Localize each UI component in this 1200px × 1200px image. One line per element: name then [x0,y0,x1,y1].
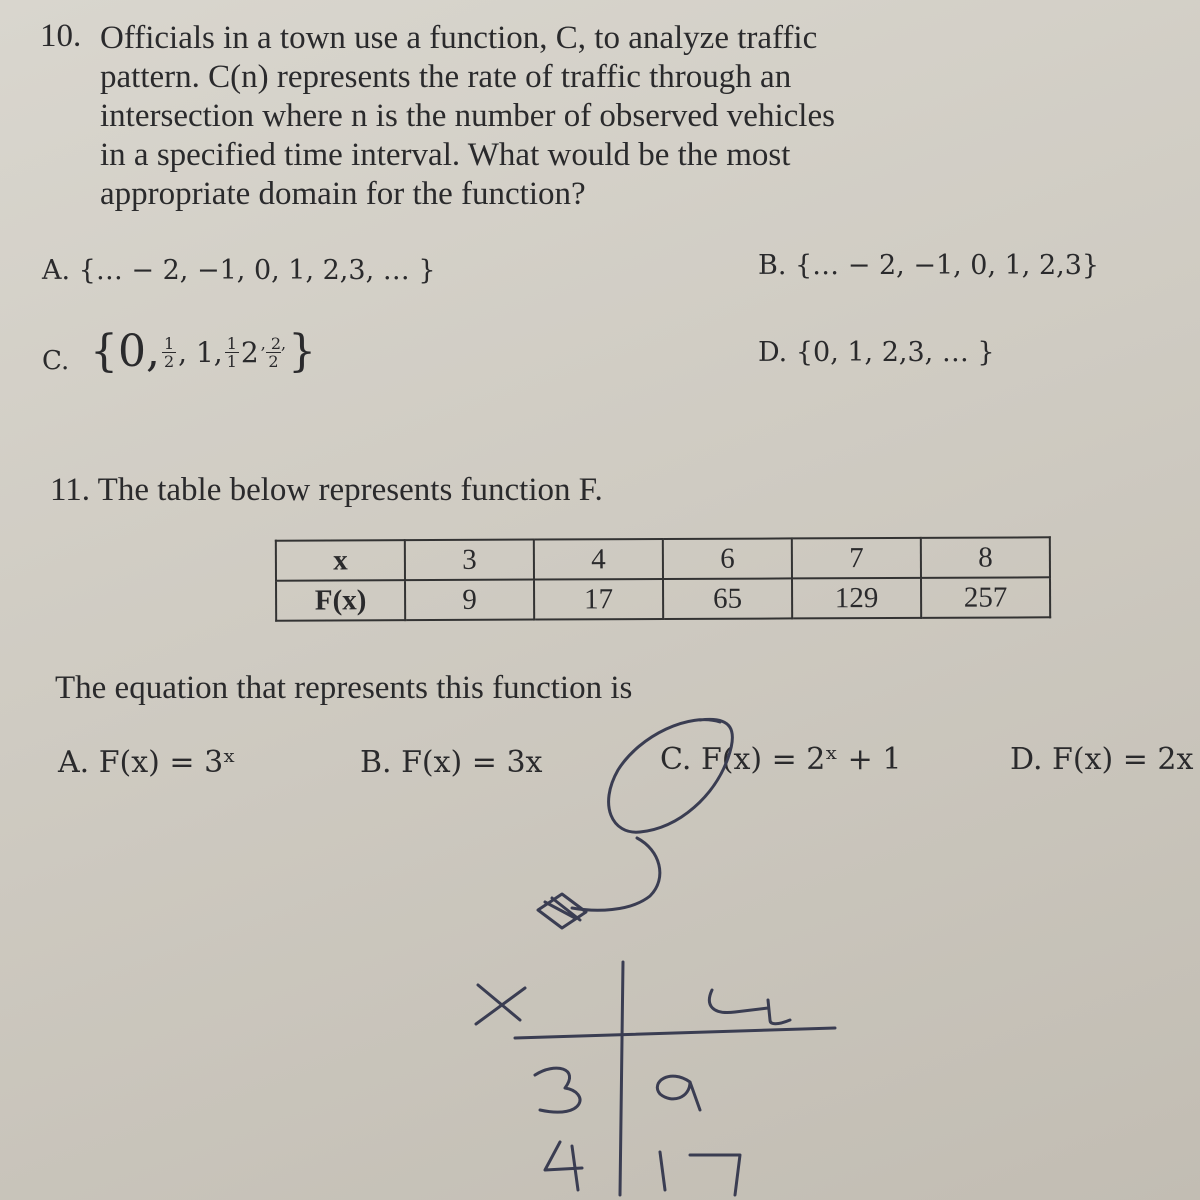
t-chart-horizontal [515,1028,835,1038]
fraction-denominator: 2 [268,351,279,371]
table-cell: 7 [792,538,921,579]
answer-option-a: A. F(x) = 3ˣ [58,745,236,780]
table-cell: 6 [663,538,792,579]
handwritten-x [476,985,525,1024]
question-10-text-line-4: in a specified time interval. What would be the most [100,137,791,173]
question-10-option-c-label: C. [42,346,70,376]
question-10-text-line-5: appropriate domain for the function? [100,176,586,212]
set-separator: , 1, [178,335,223,369]
fraction-denominator: 2 [163,351,175,371]
set-separator: 2 [240,335,259,369]
question-10-option-b: B. {… − 2, −1, 0, 1, 2,3} [758,250,1100,281]
handwritten-y [709,990,790,1024]
handwritten-4 [545,1142,582,1190]
equation-prompt: The equation that represents this function is [55,670,633,706]
question-10-number: 10. [40,18,82,54]
arrow-head [538,894,586,928]
set-open: {0, [90,326,160,377]
table-cell: 4 [534,539,663,580]
answer-option-d: D. F(x) = 2x [1010,742,1194,777]
t-chart-vertical [620,962,623,1195]
arrow-stroke [572,838,660,910]
fraction-numerator: 1 [226,333,237,353]
table-cell: 3 [405,540,534,581]
handwritten-7 [690,1155,740,1195]
table-cell: 8 [921,537,1050,578]
fraction-denominator: 1 [226,351,237,371]
question-10-text-line-2: pattern. C(n) represents the rate of traffic through an [100,59,792,95]
fraction-numerator: 1 [163,333,175,353]
table-header-x: x [276,540,405,581]
handwritten-9 [657,1076,700,1110]
answer-circle [609,719,733,832]
answer-option-b: B. F(x) = 3x [360,745,543,780]
table-cell: 129 [792,578,921,619]
question-10-option-d: D. {0, 1, 2,3, … } [758,337,995,368]
question-11-text: 11. The table below represents function F. [50,472,603,508]
table-cell: 17 [534,579,663,620]
handwritten-3 [535,1068,580,1112]
question-10-text-line-1: Officials in a town use a function, C, to analyze traffic [100,20,818,56]
table-cell: 9 [405,580,534,621]
handwritten-1 [660,1152,665,1190]
fraction-numerator: , 2, [260,333,287,353]
question-10-option-a: A. {… − 2, −1, 0, 1, 2,3, … } [42,255,436,286]
table-cell: 65 [663,578,792,619]
answer-option-c: C. F(x) = 2ˣ + 1 [660,742,902,777]
table-cell: 257 [921,577,1050,618]
table-header-f: F(x) [276,580,405,621]
question-10-text-line-3: intersection where n is the number of observed vehicles [100,98,835,134]
set-close: } [288,326,317,377]
